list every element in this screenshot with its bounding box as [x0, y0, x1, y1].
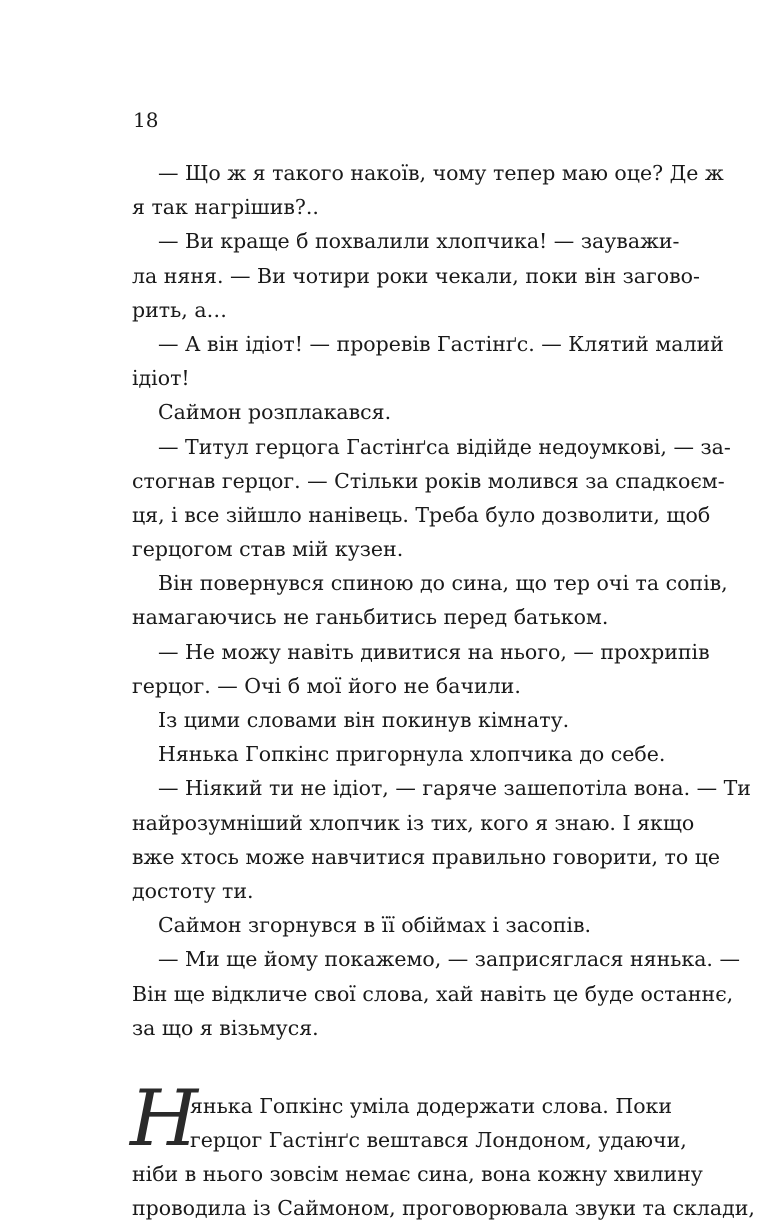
text-line: ла няня. — Ви чотири роки чекали, поки він загово-: [132, 263, 700, 288]
text-line: ніби в нього зовсім немає сина, вона кожну хвилину: [132, 1162, 703, 1187]
text-line: Нянька Гопкінс пригорнула хлопчика до себе.: [158, 742, 666, 767]
text-line: Із цими словами він покинув кімнату.: [158, 708, 570, 732]
section-break: [132, 1045, 672, 1089]
text-line: ідіот!: [132, 366, 190, 391]
text-line: — Ми ще йому покажемо, — заприсяглася нянька. —: [158, 947, 740, 972]
text-line: ця, і все зійшло нанівець. Треба було дозволити, щоб: [132, 502, 711, 527]
text-line: — Ви краще б похвалили хлопчика! — зауважи-: [158, 229, 680, 254]
text-line: Він ще відкличе свої слова, хай навіть це буде останнє,: [132, 981, 734, 1006]
text-line: — Ніякий ти не ідіот, — гаряче зашепотіла вона. — Ти: [158, 776, 751, 801]
body-text: [130, 156, 755, 1226]
page-number: 18: [133, 108, 159, 132]
text-line: Саймон згорнувся в її обіймах і засопів.: [158, 913, 592, 938]
text-line: Він повернувся спиною до сина, що тер очі та сопів,: [158, 571, 728, 596]
drop-cap: Н: [130, 1073, 199, 1164]
text-line: Саймон розплакався.: [158, 400, 392, 425]
dropcap-paragraph: [130, 1073, 755, 1226]
text-line: проводила із Саймоном, проговорювала звуки та склади,: [132, 1196, 755, 1221]
text-line: намагаючись не ганьбитись перед батьком.: [132, 605, 609, 630]
text-line: найрозумніший хлопчик із тих, кого я знаю. І якщо: [132, 810, 695, 835]
text-line: я так нагрішив?..: [132, 195, 319, 220]
text-line: рить, а…: [132, 297, 228, 322]
text-line: — Що ж я такого накоїв, чому тепер маю оце? Де ж: [158, 161, 724, 185]
text-line: вже хтось може навчитися правильно говорити, то це: [132, 844, 721, 869]
text-line: за що я візьмуся.: [132, 1015, 319, 1040]
text-line: стогнав герцог. — Стільки років молився за спадкоєм-: [132, 468, 725, 493]
text-line: герцог Гастінґс вештався Лондоном, удаючи,: [190, 1128, 687, 1153]
text-line: достоту ти.: [132, 878, 254, 903]
text-line: герцогом став мій кузен.: [132, 537, 404, 562]
text-line: — Не можу навіть дивитися на нього, — прохрипів: [158, 639, 710, 664]
text-line: — Титул герцога Гастінґса відійде недоумкові, — за-: [158, 434, 731, 459]
text-line: — А він ідіот! — проревів Гастінґс. — Клятий малий: [158, 331, 724, 356]
text-line: янька Гопкінс уміла додержати слова. Поки: [190, 1093, 673, 1118]
text-line: герцог. — Очі б мої його не бачили.: [132, 673, 521, 698]
